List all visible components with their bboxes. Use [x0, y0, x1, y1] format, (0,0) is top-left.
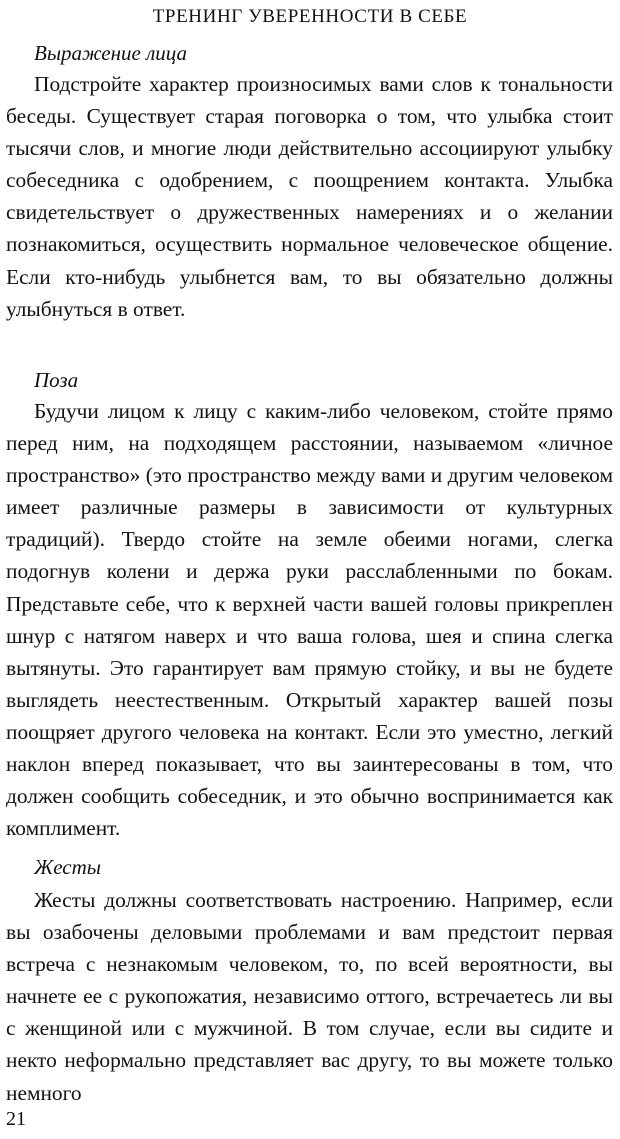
paragraph-gestures: Жесты должны соответствовать настроению. Например, если вы озабочены деловыми проблемами и вам предстоит первая встреча с незнакомым человеком, то, по всей вероятности, вы начнете ее с рукопожатия, независимо оттого, встречаетесь ли вы с женщиной или с мужчиной. В том случае, если вы сидите и некто неформально представляет вас другу, то вы можете только немного [6, 888, 613, 1105]
paragraph-facial-expression: Подстройте характер произносимых вами слов к тональности беседы. Существует старая поговорка о том, что улыбка стоит тысячи слов, и многие люди действительно ассоциируют улыбку собеседника с одобрением, с поощрением контакта. Улыбка свидетельствует о дружественных намерениях и о желании познакомиться, осуществить нормальное человеческое общение. Если кто-нибудь улыбнется вам, то вы обязательно должны улыбнуться в ответ. [6, 72, 613, 321]
page-number: 21 [6, 1108, 26, 1130]
section-title-facial-expression: Выражение лица [34, 41, 188, 65]
paragraph-posture: Будучи лицом к лицу с каким-либо человеком, стойте прямо перед ним, на подходящем расстоянии, называемом «личное пространство» (это пространство между вами и другим человеком имеет различные размеры в зависимости от культурных традиций). Твердо стойте на земле обеими ногами, слегка подогнув колени и держа руки расслабленными по бокам. Представьте себе, что к верхней части вашей головы прикреплен шнур с натягом наверх и что ваша голова, шея и спина слегка вытянуты. Это гарантирует вам прямую стойку, и вы не будете выглядеть неестественным. Открытый характер вашей позы поощряет другого человека на контакт. Если это уместно, легкий наклон вперед показывает, что вы заинтересованы в том, что должен сообщить собеседник, и это обычно воспринимается как комплимент. [6, 399, 613, 841]
section-title-posture: Поза [34, 368, 79, 392]
running-head: ТРЕНИНГ УВЕРЕННОСТИ В СЕБЕ [152, 6, 468, 27]
section-title-gestures: Жесты [34, 855, 101, 879]
